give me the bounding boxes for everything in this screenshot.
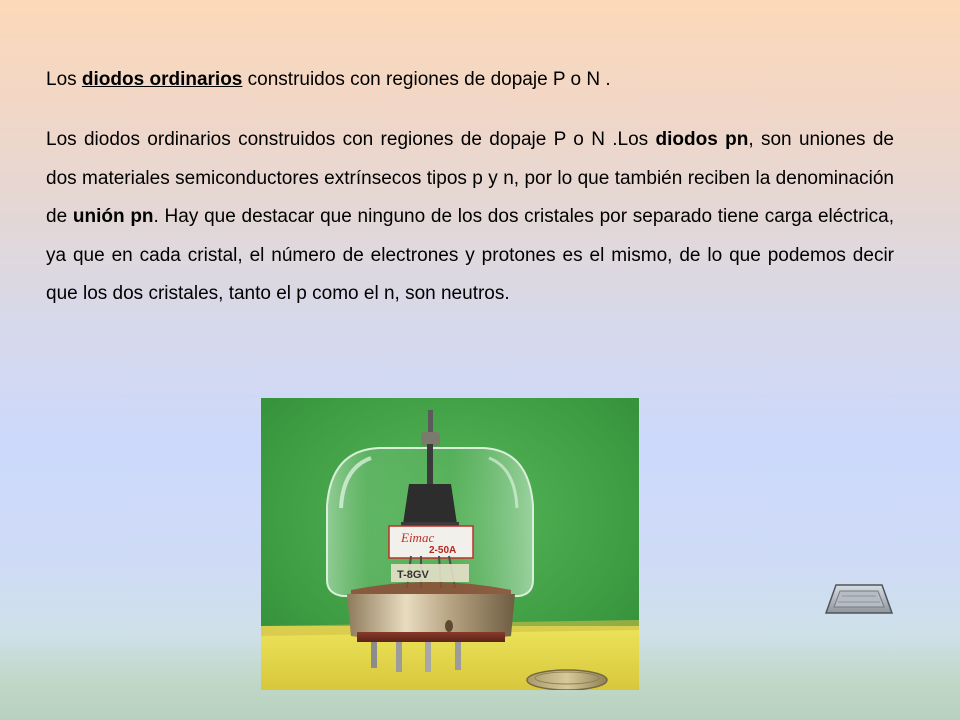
tube-pin	[425, 642, 431, 672]
paragraph-text-3: . Hay que destacar que ninguno de los dos cristales por separado tiene carga eléctrica, ya que en cada cristal, el número de electrones y protones es el mismo, de lo que podemos decir que los dos cristales, tanto el p como el n, son neutros.	[46, 206, 894, 305]
tube-label-bottom: T-8GV	[397, 569, 429, 581]
coin	[527, 670, 607, 690]
tube-pin	[396, 642, 402, 672]
paragraph-bold-union-pn: unión pn	[72, 206, 154, 228]
tube-label-model: 2-50A	[429, 545, 457, 556]
title-suffix: construidos con regiones de dopaje P o N .	[242, 69, 611, 90]
next-slide-button[interactable]	[824, 583, 894, 615]
tube-pin	[455, 642, 461, 670]
tube-anode	[403, 484, 457, 524]
tube-label-brand: Eimac	[401, 530, 435, 545]
paragraph-text-2: , son uniones de dos materiales semiconductores extrínsecos tipos p y n, por lo que también reciben la denominación de	[46, 129, 894, 228]
diodos-ordinarios-link[interactable]: diodos ordinarios	[81, 69, 243, 90]
paragraph-text-1: Los diodos ordinarios construidos con regiones de dopaje P o N .Los	[46, 129, 656, 150]
vacuum-tube-photo	[261, 398, 639, 690]
tube-pin	[371, 642, 377, 668]
body-paragraph	[46, 121, 894, 314]
slide-title	[46, 66, 916, 94]
title-prefix: Los	[46, 69, 82, 90]
paragraph-bold-diodos-pn: diodos pn	[655, 129, 749, 150]
